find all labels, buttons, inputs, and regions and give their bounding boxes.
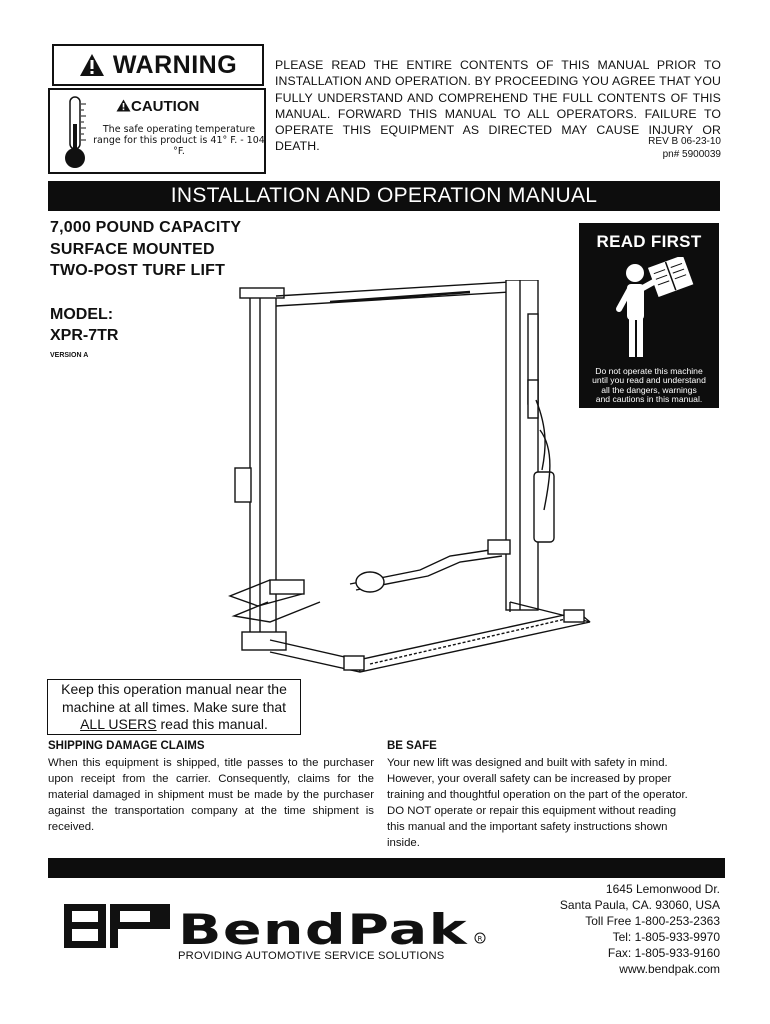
person-reading-icon [593, 257, 705, 365]
version-label: VERSION A [50, 352, 89, 359]
capacity-line: 7,000 POUND CAPACITY [50, 219, 242, 236]
fax: Fax: 1-805-933-9160 [607, 946, 720, 960]
be-safe-line: DO NOT operate or repair this equipment without reading [387, 805, 677, 817]
address-street: 1645 Lemonwood Dr. [605, 882, 720, 896]
all-users-emphasis: ALL USERS [80, 716, 157, 732]
read-first-heading: READ FIRST [596, 232, 702, 251]
model-block [50, 304, 118, 346]
read-first-panel [579, 223, 719, 408]
warning-label: WARNING [112, 50, 238, 79]
be-safe-body [387, 755, 722, 851]
footer-bar [48, 858, 725, 878]
shipping-heading: SHIPPING DAMAGE CLAIMS [48, 740, 205, 752]
intro-paragraph: PLEASE READ THE ENTIRE CONTENTS OF THIS MANUAL PRIOR TO INSTALLATION AND OPERATION. BY PROCEEDING YOU AGREE THAT YOU FULLY UNDERSTAND AND COMPREHEND THE FULL CONTENTS OF THIS MANUAL. FORWARD THIS MANUAL TO ALL OPERATORS. FAILURE TO OPERATE THIS EQUIPMENT AS DIRECTED MAY CAUSE INJURY OR DEATH. [275, 58, 721, 154]
company-address [520, 881, 720, 977]
warning-box [52, 44, 264, 86]
revision-number: REV B 06-23-10 [648, 136, 721, 147]
keep-manual-notice [47, 679, 301, 735]
be-safe-line: However, your overall safety can be increased by proper [387, 773, 672, 785]
website-link[interactable]: www.bendpak.com [619, 962, 720, 976]
revision-info [560, 135, 721, 161]
be-safe-line: inside. [387, 837, 420, 849]
toll-free-phone: Toll Free 1-800-253-2363 [585, 914, 720, 928]
warning-triangle-icon [79, 53, 105, 77]
be-safe-line: this manual and the important safety instructions shown [387, 821, 668, 833]
caution-label: CAUTION [131, 98, 200, 115]
thermometer-icon [56, 94, 96, 170]
keep-line-2: machine at all times. Make sure that [61, 698, 287, 715]
page-title: INSTALLATION AND OPERATION MANUAL [170, 184, 598, 207]
be-safe-line: training and thoughtful operation on the part of the operator. [387, 789, 688, 801]
bendpak-logo [62, 900, 492, 950]
svg-text:BendPak: BendPak [178, 905, 469, 950]
brand-tagline: PROVIDING AUTOMOTIVE SERVICE SOLUTIONS [178, 950, 445, 962]
caution-triangle-icon [116, 99, 131, 112]
caution-heading [116, 98, 199, 115]
caution-text: The safe operating temperature range for this product is 41° F. - 104 °F. [93, 124, 265, 157]
caution-box [48, 88, 266, 174]
telephone: Tel: 1-805-933-9970 [612, 930, 720, 944]
keep-line-1: Keep this operation manual near the [61, 681, 287, 697]
shipping-body: When this equipment is shipped, title passes to the purchaser upon receipt from the carrier. Consequently, claims for the material damaged in shipment must be made by the purchaser against the transportation company at the time shipment is received. [48, 757, 374, 833]
address-city: Santa Paula, CA. 93060, USA [559, 898, 720, 912]
model-label: MODEL: [50, 306, 114, 323]
read-first-line: Do not operate this machine [595, 366, 703, 376]
read-first-line: until you read and understand [592, 375, 706, 386]
title-bar [48, 181, 720, 211]
mount-line: SURFACE MOUNTED [50, 240, 215, 258]
lift-type-line: TWO-POST TURF LIFT [50, 262, 226, 279]
model-number: XPR-7TR [50, 327, 119, 344]
read-first-warning [583, 367, 715, 404]
be-safe-line: Your new lift was designed and built with safety in mind. [387, 757, 668, 769]
read-first-line: and cautions in this manual. [595, 393, 703, 404]
part-number: pn# 5900039 [662, 149, 721, 160]
svg-text:R: R [477, 935, 483, 943]
keep-line-3 [48, 716, 300, 734]
keep-line-3-rest: read this manual. [156, 716, 268, 732]
be-safe-heading: BE SAFE [387, 740, 437, 752]
read-first-line: all the dangers, warnings [601, 384, 697, 395]
product-description [50, 217, 241, 282]
two-post-lift-illustration [210, 280, 600, 680]
